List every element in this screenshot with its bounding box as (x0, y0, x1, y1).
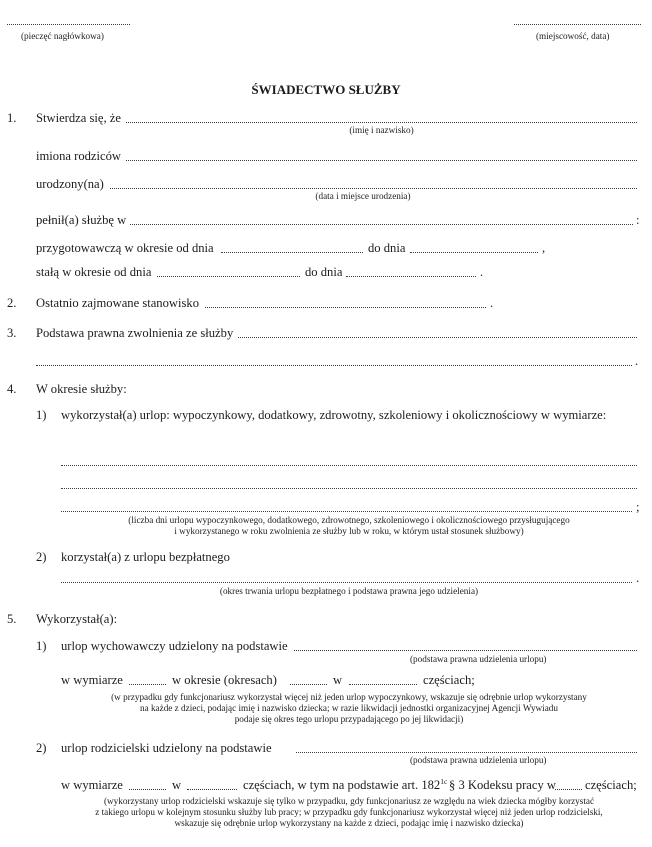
leave-field-1[interactable] (61, 465, 637, 466)
childcare-leave-label: urlop wychowawczy udzielony na podstawie (61, 639, 288, 653)
childcare-parts-label: częściach; (423, 673, 475, 687)
childcare-parts-field[interactable] (349, 684, 417, 685)
childcare-note-3: podaje się okres tego urlopu przypadającego po jej likwidacji) (234, 714, 464, 724)
unpaid-leave-caption: (okres trwania urlopu bezpłatnego i podstawa prawna jego udzielenia) (219, 586, 479, 596)
parental-code-parts-field[interactable] (555, 789, 582, 790)
served-end: : (636, 213, 640, 227)
childcare-dim-field[interactable] (129, 684, 166, 685)
perm-to-field[interactable] (346, 276, 476, 277)
stamp-line[interactable] (7, 24, 130, 25)
legal-basis-end: . (635, 354, 639, 368)
leave-field-2[interactable] (61, 488, 637, 489)
position-field[interactable] (205, 307, 486, 308)
parental-note-2: z takiego urlopu w kolejnym stosunku służby lub pracy; w przypadku gdy funkcjonariusz wykorzystał więcej niż jeden urlop rodzicielski, (95, 807, 603, 817)
section-4-number: 4. (7, 382, 17, 396)
position-end: . (490, 296, 494, 310)
parental-basis-caption: (podstawa prawna udzielenia urlopu) (410, 755, 547, 765)
position-label: Ostatnio zajmowane stanowisko (36, 296, 199, 310)
perm-to-label: do dnia (305, 265, 343, 279)
parental-parts-label: częściach; (585, 778, 637, 792)
childcare-in-label: w (333, 673, 343, 687)
parental-code-label: § 3 Kodeksu pracy w (449, 778, 557, 792)
birth-field[interactable] (110, 188, 637, 189)
birth-caption: (data i miejsce urodzenia) (315, 191, 411, 201)
parental-dim-field[interactable] (129, 789, 166, 790)
childcare-period-field[interactable] (290, 684, 327, 685)
item-4-2-number: 2) (36, 550, 47, 564)
parental-note-3: wskazuje się odrębnie urlop wykorzystany na każde z dzieci, podając imię i nazwisko dziecka) (174, 818, 524, 828)
place-date-caption: (miejscowość, data) (536, 31, 610, 41)
name-caption: (imię i nazwisko) (349, 125, 414, 135)
parents-field[interactable] (126, 160, 637, 161)
perm-from-field[interactable] (157, 276, 300, 277)
section-5-number: 5. (7, 612, 17, 626)
unpaid-leave-label: korzystał(a) z urlopu bezpłatnego (61, 550, 230, 564)
perm-label: stałą w okresie od dnia (36, 265, 152, 279)
childcare-basis-caption: (podstawa prawna udzielenia urlopu) (410, 654, 547, 664)
childcare-basis-field[interactable] (294, 650, 637, 651)
legal-basis-field-2[interactable] (36, 365, 632, 366)
used-label: Wykorzystał(a): (36, 612, 118, 626)
name-field[interactable] (126, 122, 637, 123)
leave-used-label: wykorzystał(a) urlop: wypoczynkowy, dodatkowy, zdrowotny, szkoleniowy i okolicznościowy w wymiarze: (61, 408, 607, 422)
stamp-caption: (pieczęć nagłówkowa) (21, 31, 104, 41)
childcare-period-label: w okresie (okresach) (172, 673, 277, 687)
parental-dim-label: w wymiarze (61, 778, 123, 792)
parental-leave-label: urlop rodzicielski udzielony na podstawie (61, 741, 272, 755)
item-5-1-number: 1) (36, 639, 47, 653)
place-date-line[interactable] (514, 24, 641, 25)
prep-label: przygotowawczą w okresie od dnia (36, 241, 214, 255)
leave-field-3[interactable] (61, 511, 632, 512)
section-1-number: 1. (7, 111, 17, 125)
childcare-note-1: (w przypadku gdy funkcjonariusz wykorzystał więcej niż jeden urlop wypoczynkowy, wskazuje się odrębnie urlop wykorzystany (111, 692, 587, 702)
service-period-label: W okresie służby: (36, 382, 127, 396)
served-label: pełnił(a) służbę w (36, 213, 127, 227)
section-3-number: 3. (7, 326, 17, 340)
served-field[interactable] (130, 224, 633, 225)
prep-from-field[interactable] (221, 252, 363, 253)
childcare-dim-label: w wymiarze (61, 673, 123, 687)
prep-to-field[interactable] (410, 252, 538, 253)
states-label: Stwierdza się, że (36, 111, 121, 125)
childcare-note-2: na każde z dzieci, podając imię i nazwisko dziecka; w razie likwidacji jednostki organizacyjnej Agencji Wywiadu (140, 703, 558, 713)
legal-basis-field[interactable] (238, 337, 637, 338)
parental-article-label: częściach, w tym na podstawie art. $182^{1c}$ (243, 777, 448, 792)
section-2-number: 2. (7, 296, 17, 310)
document-title: ŚWIADECTWO SŁUŻBY (251, 82, 401, 97)
parental-note-1: (wykorzystany urlop rodzicielski wskazuje się tylko w przypadku, gdy funkcjonariusz ze względu na wiek dziecka mógłby korzystać (103, 796, 595, 806)
prep-end: , (542, 241, 546, 255)
unpaid-leave-field[interactable] (61, 582, 632, 583)
item-5-2-number: 2) (36, 741, 47, 755)
legal-basis-label: Podstawa prawna zwolnienia ze służby (36, 326, 234, 340)
parental-basis-field[interactable] (296, 752, 637, 753)
unpaid-leave-end: . (636, 571, 640, 585)
parental-in-label: w (172, 778, 182, 792)
prep-to-label: do dnia (368, 241, 406, 255)
born-label: urodzony(na) (36, 177, 104, 191)
parents-label: imiona rodziców (36, 149, 121, 163)
leave-caption-1: (liczba dni urlopu wypoczynkowego, dodatkowego, zdrowotnego, szkoleniowego i okolicznościowego przysługującego (128, 515, 570, 525)
item-4-1-number: 1) (36, 408, 47, 422)
perm-end: . (480, 265, 484, 279)
leave-end: ; (636, 500, 640, 514)
leave-caption-2: i wykorzystanego w roku zwolnienia ze służby lub w roku, w którym ustał stosunek służbowy) (174, 526, 524, 536)
parental-parts-field[interactable] (187, 789, 237, 790)
